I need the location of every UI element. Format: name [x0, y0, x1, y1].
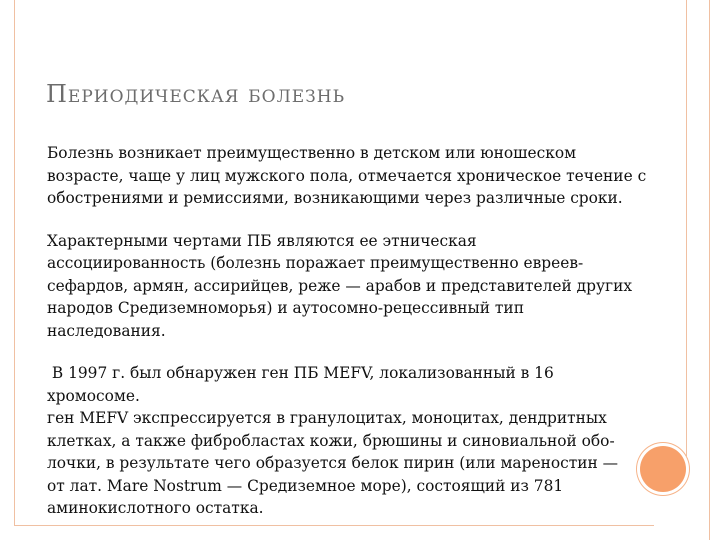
paragraph-mefv-gene — [47, 362, 687, 520]
slide-body — [47, 142, 687, 520]
frame-right-line — [709, 0, 710, 540]
frame-left-line — [14, 0, 15, 526]
text-line: Характерными чертами ПБ являются ее этническая — [47, 231, 477, 250]
text-line: лочки, в результате чего образуется белок пирин (или мареностин — — [47, 454, 619, 472]
text-line: ассоциированность (болезнь поражает преимущественно евреев- — [47, 254, 584, 272]
text-line: от лат. Mare Nostrum — Средиземное море), состоящий из 781 — [47, 476, 564, 495]
text-line: клетках, а также фибробластах кожи, брюшины и синовиальной обо- — [47, 431, 615, 450]
text-line: обострениями и ремиссиями, возникающими через различные сроки. — [47, 189, 623, 207]
text-line: Болезнь возникает преимущественно в детском или юношеском — [47, 144, 577, 162]
text-line: хромосоме. — [47, 386, 140, 405]
text-line: сефардов, армян, ассирийцев, реже — арабов и представителей других — [47, 276, 633, 295]
slide-title: Периодическая болезнь — [46, 80, 346, 108]
paragraph-disease-onset — [47, 142, 687, 210]
text-line: возрасте, чаще у лиц мужского пола, отмечается хроническое течение с — [47, 166, 647, 185]
frame-bottom-line — [14, 525, 654, 526]
text-line: В 1997 г. был обнаружен ген ПБ MEFV, локализованный в 16 — [47, 364, 554, 382]
paragraph-ethnic-features — [47, 230, 687, 343]
text-line: аминокислотного остатка. — [47, 499, 264, 517]
text-line: наследования. — [47, 321, 166, 340]
text-line: народов Средиземноморья) и аутосомно-рецессивный тип — [47, 299, 524, 317]
text-line: ген MEFV экспрессируется в гранулоцитах, моноцитах, дендритных — [47, 409, 607, 427]
